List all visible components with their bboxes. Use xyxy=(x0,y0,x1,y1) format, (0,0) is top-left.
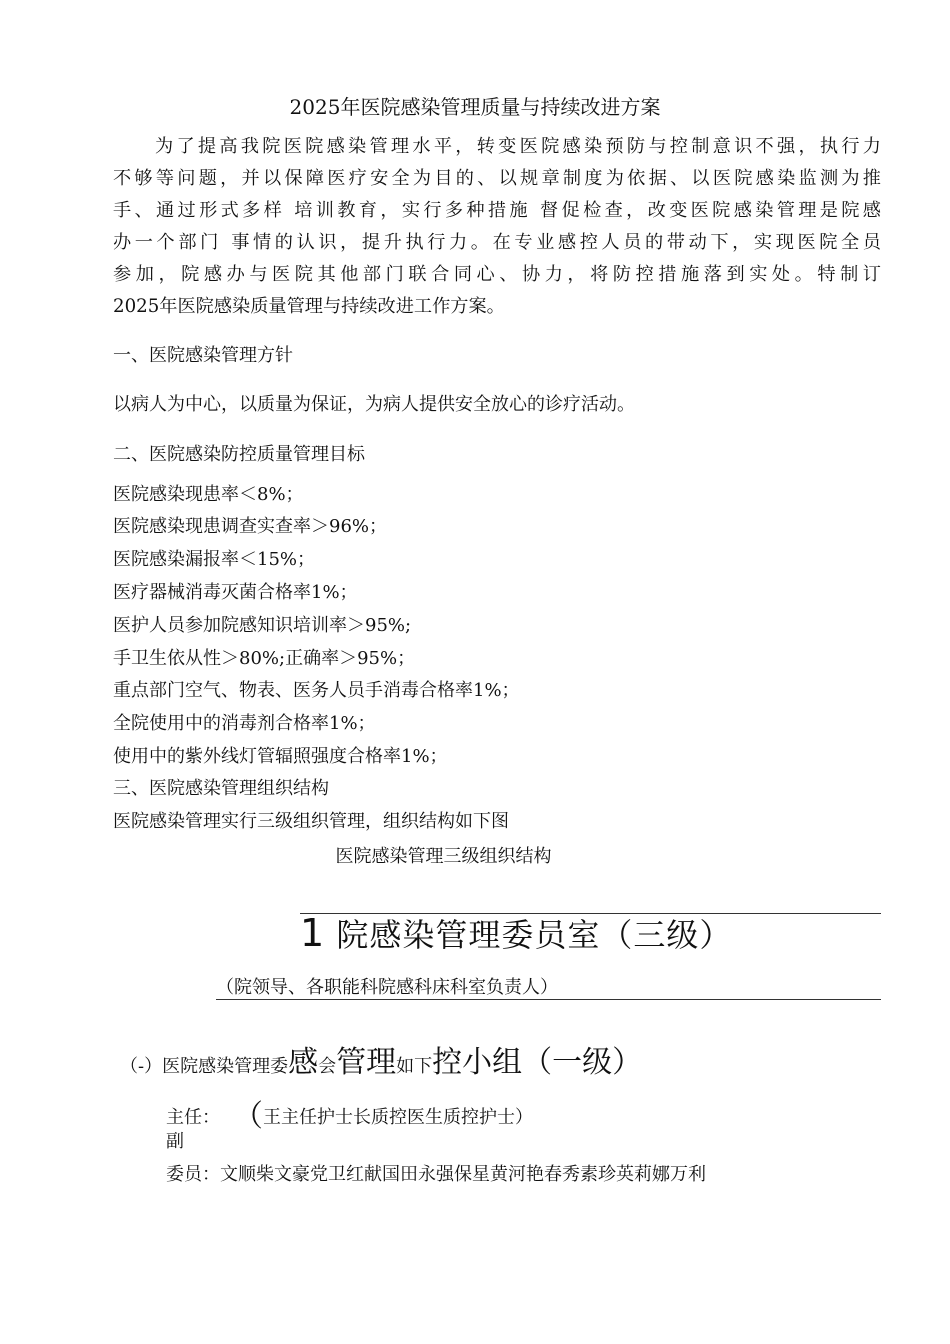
org-level3-number: 1 xyxy=(300,911,326,955)
members-text: 文顺柴文豪党卫红献国田永强保星黄河艳春秀素珍英莉娜万利 xyxy=(220,1164,706,1185)
intro-line: 为了提高我院医院感染管理水平，转变医院感染预防与控制意识不强，执行力 xyxy=(155,136,881,157)
org-level3-title xyxy=(300,910,732,956)
org-level1-big-c: 控小组（一级） xyxy=(432,1045,643,1080)
org-level1-big-a: 感 xyxy=(288,1045,319,1080)
target-item: 使用中的紫外线灯管辐照强度合格率1%； xyxy=(113,746,448,767)
section3-heading: 三、医院感染管理组织结构 xyxy=(113,778,329,799)
members-label: 委员： xyxy=(166,1164,220,1185)
intro-line: 手、通过形式多样 培训教育，实行多种措施 督促检查，改变医院感染管理是院感 xyxy=(113,200,881,221)
intro-line: 办一个部门 事情的认识，提升执行力。在专业感控人员的带动下，实现医院全员 xyxy=(113,232,881,253)
document-title: 2025年医院感染管理质量与持续改进方案 xyxy=(289,95,661,119)
target-item: 医院感染现患率＜8%； xyxy=(113,484,304,505)
target-item: 医院感染漏报率＜15%； xyxy=(113,549,316,570)
director-label: 主任： xyxy=(166,1107,220,1128)
section1-heading: 一、医院感染管理方针 xyxy=(113,345,293,366)
org-chart-title: 医院感染管理三级组织结构 xyxy=(335,846,552,867)
director-paren: （ xyxy=(248,1099,263,1134)
target-item: 医护人员参加院感知识培训率＞95%; xyxy=(113,615,412,636)
org-level1-small-b: 如下 xyxy=(396,1056,433,1077)
org-level1-big-b: 管理 xyxy=(336,1045,397,1080)
org-level3-label: 院感染管理委员室（三级） xyxy=(336,916,733,954)
intro-paragraph xyxy=(113,131,881,323)
director-text: 王主任护士长质控医生质控护士） xyxy=(263,1107,533,1128)
org-level3-subtitle: （院领导、各职能科院感科床科室负责人） xyxy=(216,977,558,998)
intro-line: 不够等问题，并以保障医疗安全为目的、以规章制度为依据、以医院感染监测为推 xyxy=(113,168,881,189)
org-level1-small-a: 会 xyxy=(318,1056,337,1077)
target-item: 重点部门空气、物表、医务人员手消毒合格率1%； xyxy=(113,680,520,701)
section1-text: 以病人为中心，以质量为保证，为病人提供安全放心的诊疗活动。 xyxy=(113,394,635,415)
org-bottom-rule xyxy=(216,999,881,1000)
director-row xyxy=(166,1091,533,1135)
vice-label: 副 xyxy=(166,1131,184,1152)
target-item: 医院感染现患调查实查率＞96%； xyxy=(113,516,388,537)
org-level1-title xyxy=(120,1037,642,1081)
section2-heading: 二、医院感染防控质量管理目标 xyxy=(113,444,365,465)
members-row xyxy=(166,1160,706,1186)
target-item: 手卫生依从性＞80%;正确率＞95%； xyxy=(113,648,416,669)
org-level1-prefix: （-）医院感染管理委 xyxy=(120,1056,289,1077)
section3-text: 医院感染管理实行三级组织管理，组织结构如下图 xyxy=(113,811,509,832)
target-item: 全院使用中的消毒剂合格率1%； xyxy=(113,713,376,734)
intro-line: 参加，院感办与医院其他部门联合同心、协力，将防控措施落到实处。特制订 xyxy=(113,264,881,285)
intro-line: 2025年医院感染质量管理与持续改进工作方案。 xyxy=(113,296,505,317)
target-item: 医疗器械消毒灭菌合格率1%； xyxy=(113,582,358,603)
